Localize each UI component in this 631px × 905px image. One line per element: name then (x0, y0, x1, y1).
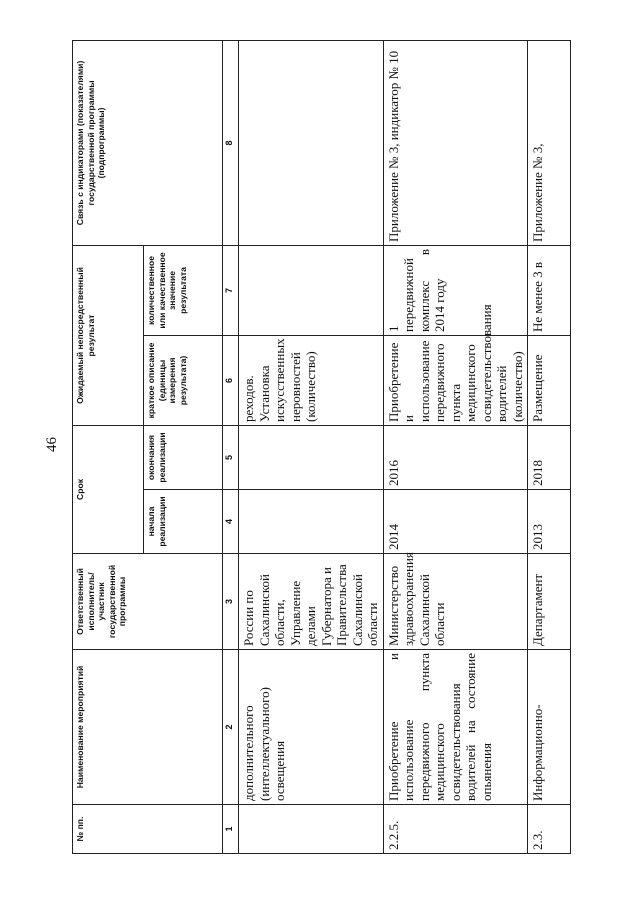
header-term-end: окончания реализации (144, 425, 223, 489)
table-row (528, 40, 571, 853)
cell-quant: 1 передвижной комплекс в 2014 году (383, 245, 528, 335)
cell-end: 2018 (528, 425, 571, 489)
cell-responsible: Министерство здравоохранения Сахалинской области (383, 554, 528, 650)
cell-name: Приобретение и использование передвижного пункта медицинского освидетельствования водителей на состояние опьянения (383, 650, 528, 805)
cell-responsible: Департамент (528, 554, 571, 650)
rotated-table-container (72, 41, 567, 854)
cell-name: дополнительного (интеллектуального) освещения (239, 650, 384, 805)
cell-link: Приложение № 3, (528, 40, 571, 245)
column-number: 4 (223, 490, 239, 554)
cell-name: Информационно- (528, 650, 571, 805)
table-header-row (73, 40, 144, 853)
cell-quant (239, 245, 384, 335)
header-expected-brief: краткое описание (единицы измерения результата) (144, 335, 223, 425)
header-num: № пп. (73, 805, 223, 854)
column-number: 3 (223, 554, 239, 650)
cell-quant: Не менее 3 в (528, 245, 571, 335)
cell-start: 2014 (383, 490, 528, 554)
column-number: 8 (223, 40, 239, 245)
header-term: Срок (73, 425, 144, 553)
cell-link: Приложение № 3, индикатор № 10 (383, 40, 528, 245)
header-responsible: Ответственный исполнитель/ участник государственной программы (73, 554, 223, 650)
cell-num: 2.3. (528, 805, 571, 854)
header-term-start: начала реализации (144, 490, 223, 554)
cell-start (239, 490, 384, 554)
page-number (40, 424, 64, 464)
cell-start: 2013 (528, 490, 571, 554)
column-number: 6 (223, 335, 239, 425)
cell-num: 2.2.5. (383, 805, 528, 854)
column-number: 5 (223, 425, 239, 489)
cell-brief: реходов. Установка искусственных неровностей (количество) (239, 335, 384, 425)
header-indicator-link: Связь с индикаторами (показателями) государственной программы (подпрограммы) (73, 40, 223, 245)
column-number-row (223, 40, 239, 853)
page-number-text: 46 (43, 436, 60, 452)
header-expected-quant: количественное или качественное значение результата (144, 245, 223, 335)
cell-end (239, 425, 384, 489)
activities-table (72, 40, 571, 854)
cell-link (239, 40, 384, 245)
cell-brief: Приобретение и использование передвижного пункта медицинского освидетельствования водителей (количество) (383, 335, 528, 425)
column-number: 1 (223, 805, 239, 854)
column-number: 2 (223, 650, 239, 805)
column-number: 7 (223, 245, 239, 335)
table-row (383, 40, 528, 853)
cell-responsible: России по Сахалинской области, Управление делами Губернатора и Правительства Сахалинской области (239, 554, 384, 650)
cell-end: 2016 (383, 425, 528, 489)
header-expected-result: Ожидаемый непосредственный результат (73, 245, 144, 425)
cell-brief: Размещение (528, 335, 571, 425)
cell-num (239, 805, 384, 854)
header-name: Наименование мероприятий (73, 650, 223, 805)
table-row (239, 40, 384, 853)
